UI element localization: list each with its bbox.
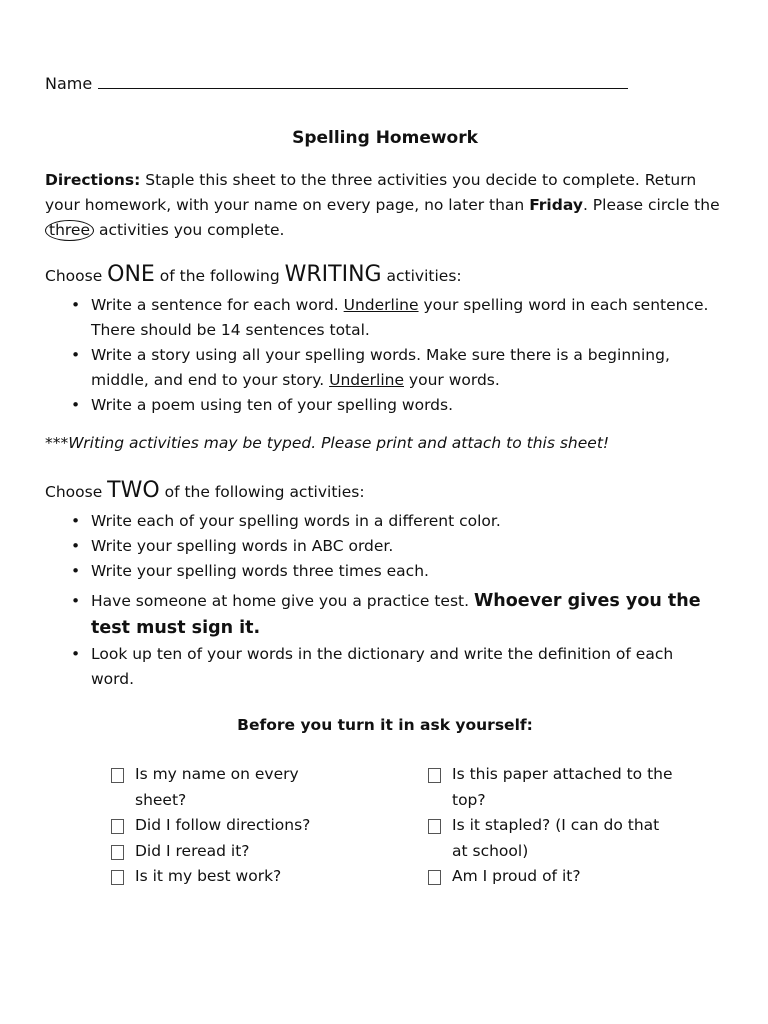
- item-text: Write a sentence for each word.: [91, 296, 344, 314]
- checklist-text: Did I reread it?: [135, 841, 250, 860]
- following-text: of the following activities:: [159, 483, 365, 501]
- list-item: • Write your spelling words three times each.: [71, 559, 711, 584]
- directions-text-3: activities you complete.: [94, 221, 285, 239]
- underline-word: Underline: [343, 296, 419, 314]
- list-item: [71, 588, 711, 642]
- checklist-item: [111, 762, 341, 813]
- underline-word: Underline: [329, 371, 404, 389]
- choose-text: Choose: [45, 483, 108, 501]
- checklist-left: [111, 762, 341, 890]
- name-line: [45, 74, 628, 93]
- checklist-item: [428, 813, 678, 864]
- checklist-heading: Before you turn it in ask yourself:: [237, 716, 533, 734]
- checklist-text: Is it stapled? (I can do that at school): [452, 816, 660, 860]
- writing-activities-list: [71, 293, 711, 418]
- following-text: of the following: [154, 267, 285, 285]
- checklist-item: [111, 813, 341, 839]
- checkbox[interactable]: [428, 768, 441, 783]
- checkbox[interactable]: [111, 845, 124, 860]
- activities-text: activities:: [381, 267, 462, 285]
- checkbox[interactable]: [428, 870, 441, 885]
- checklist-text: Is this paper attached to the top?: [452, 765, 673, 809]
- item-text: Write a poem using ten of your spelling words.: [91, 396, 454, 414]
- name-blank: [98, 74, 628, 89]
- sign-instruction: Whoever gives you the test must sign it.: [91, 591, 701, 638]
- other-count: TWO: [107, 478, 160, 503]
- checkbox[interactable]: [111, 768, 124, 783]
- page-title: Spelling Homework: [292, 128, 478, 148]
- checklist-right: [428, 762, 678, 890]
- checkbox[interactable]: [111, 819, 124, 834]
- writing-count: ONE: [107, 262, 155, 287]
- checklist-text: Did I follow directions?: [135, 816, 311, 834]
- writing-category: WRITING: [284, 262, 382, 287]
- checkbox[interactable]: [111, 870, 124, 885]
- item-text: your words.: [403, 371, 500, 389]
- deadline-day: Friday: [529, 196, 583, 214]
- checklist-text: Is my name on every sheet?: [135, 765, 299, 809]
- directions-text-1: Staple this sheet to the three activities you decide to complete. Return your homework, with your name on every page, no later than: [45, 171, 697, 214]
- directions-text-2: . Please circle the: [582, 196, 720, 214]
- item-text: Have someone at home give you a practice test.: [91, 592, 474, 610]
- typing-note: ***Writing activities may be typed. Please print and attach to this sheet!: [45, 434, 610, 452]
- other-section-heading: [45, 478, 365, 503]
- list-item: [71, 293, 711, 343]
- other-activities-list: [71, 509, 711, 692]
- checklist-text: Is it my best work?: [135, 867, 282, 885]
- writing-section-heading: [45, 262, 462, 287]
- checkbox[interactable]: [428, 819, 441, 834]
- list-item: • Look up ten of your words in the dictionary and write the definition of each word.: [71, 642, 711, 692]
- directions-label: Directions:: [45, 171, 141, 189]
- item-text: your spelling word in each sentence. There should be 14 sentences total.: [91, 296, 709, 339]
- list-item: • Write your spelling words in ABC order.: [71, 534, 711, 559]
- list-item: [71, 393, 711, 418]
- checklist-item: [428, 762, 678, 813]
- item-text: Write a story using all your spelling words. Make sure there is a beginning, middle, and end to your story.: [91, 346, 670, 389]
- checklist-item: [111, 864, 341, 890]
- checklist-item: [111, 839, 341, 865]
- list-item: • Write each of your spelling words in a different color.: [71, 509, 711, 534]
- list-item: [71, 343, 711, 393]
- checklist-item: [428, 864, 678, 890]
- choose-text: Choose: [45, 267, 108, 285]
- name-label: Name: [45, 74, 93, 93]
- directions-paragraph: [45, 168, 725, 243]
- checklist-text: Am I proud of it?: [452, 867, 581, 885]
- circled-word: three: [45, 220, 94, 241]
